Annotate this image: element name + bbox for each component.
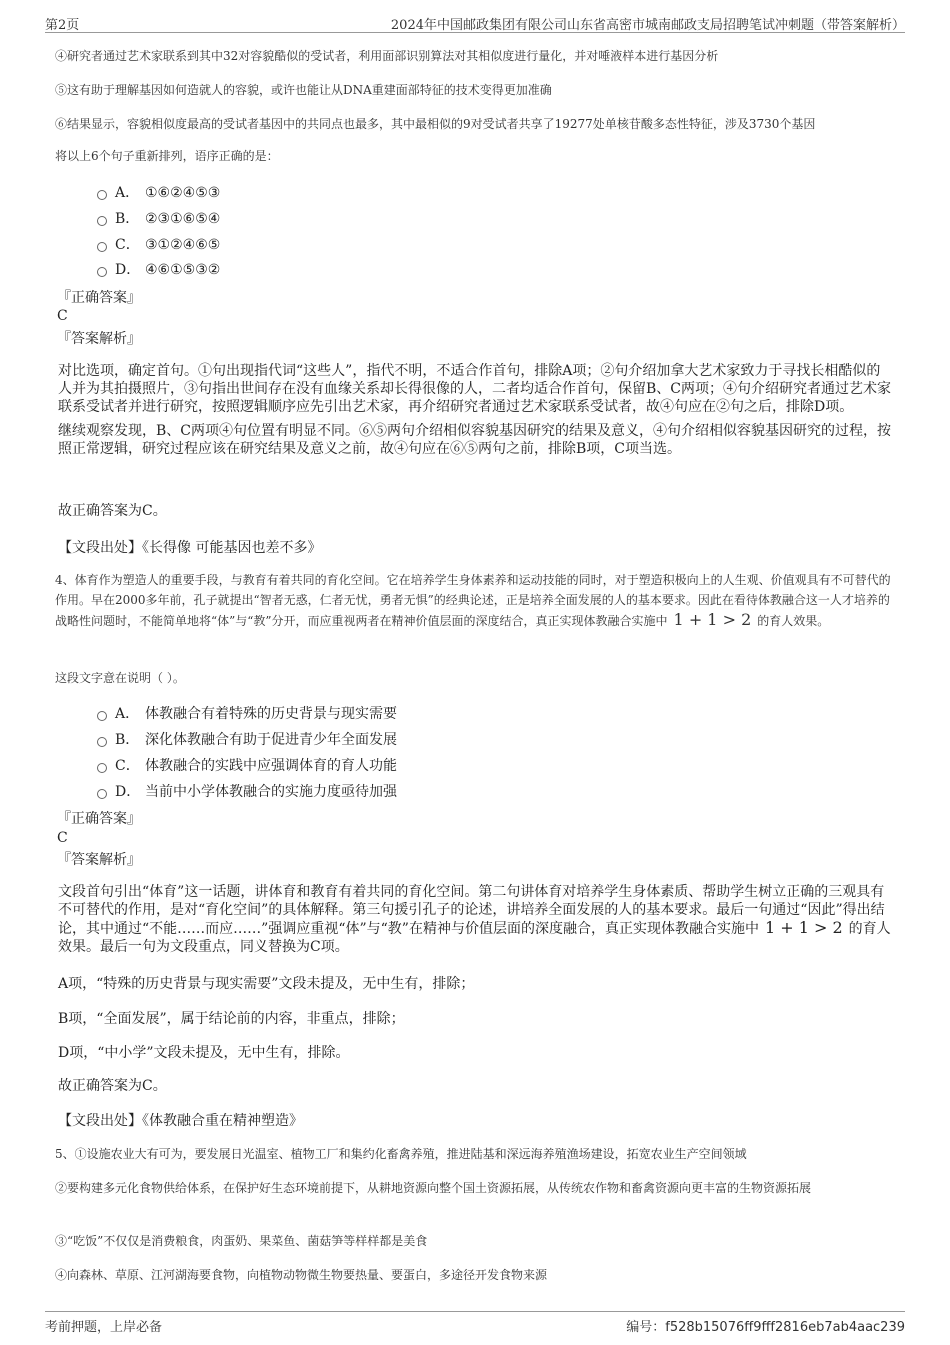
- q5-sentence-3: ③“吃饭”不仅仅是消费粮食，肉蛋奶、果菜鱼、菌菇笋等样样都是美食: [55, 1234, 428, 1248]
- q4-stem: 4、体育作为塑造人的重要手段，与教育有着共同的育化空间。它在培养学生身体素养和运动技能的同时，对于塑造积极向上的人生观、价值观具有不可替代的作用。早在2000多年前，孔子就提出“智者无惑，仁者无忧，勇者无惧”的经典论述，正是培养全面发展的人的基本要求。因此在看待体教融合这一人才培养的战略性问题时，不能简单地将“体”与“教”分开，而应重视两者在精神价值层面的深度结合，真正实现体教融合实施中 1 + 1 > 2 的育人效果。: [55, 573, 891, 629]
- radio-icon[interactable]: [97, 737, 107, 747]
- q3-conclusion: 故正确答案为C。: [58, 503, 167, 519]
- q4-option-a[interactable]: A． 体教融合有着特殊的历史背景与现实需要: [97, 704, 397, 724]
- q3-option-b[interactable]: B． ②③①⑥⑤④: [97, 209, 220, 229]
- q4-answer: C: [57, 830, 68, 846]
- q3-source: 【文段出处】《长得像 可能基因也差不多》: [58, 540, 322, 556]
- q3-sentence-5: ⑤这有助于理解基因如何造就人的容貌，或许也能让从DNA重建面部特征的技术变得更加准确: [55, 83, 552, 97]
- q5-sentence-4: ④向森林、草原、江河湖海要食物，向植物动物微生物要热量、要蛋白，多途径开发食物来源: [55, 1268, 548, 1282]
- q4-option-b[interactable]: B． 深化体教融合有助于促进青少年全面发展: [97, 730, 397, 750]
- q4-analysis-math: 1 + 1 > 2: [764, 918, 843, 937]
- q4-analysis-label: 『答案解析』: [57, 852, 141, 868]
- q4-analysis-d: D项，“中小学”文段未提及，无中生有，排除。: [58, 1045, 350, 1061]
- q4-option-d[interactable]: D． 当前中小学体教融合的实施力度亟待加强: [97, 782, 397, 802]
- q4-option-c[interactable]: C． 体教融合的实践中应强调体育的育人功能: [97, 756, 397, 776]
- q4-source: 【文段出处】《体教融合重在精神塑造》: [58, 1113, 303, 1129]
- radio-icon[interactable]: [97, 242, 107, 252]
- q3-option-a[interactable]: A． ①⑥②④⑤③: [97, 183, 220, 203]
- footer-slogan: 考前押题，上岸必备: [45, 1320, 163, 1335]
- radio-icon[interactable]: [97, 789, 107, 799]
- q3-analysis-label: 『答案解析』: [57, 331, 141, 347]
- q4-analysis-p1: 文段首句引出“体育”这一话题，讲体育和教育有着共同的育化空间。第二句讲体育对培养学生身体素质、帮助学生树立正确的三观具有不可替代的作用，是对“育化空间”的具体解释。第三句援引孔子的论述，讲培养全面发展的人的基本要求。最后一句通过“因此”得出结论，其中通过“不能……而应……”强调应重视“体”与“教”在精神与价值层面的深度融合，真正实现体教融合实施中 1 + 1 > 2 的育人效果。最后一句为文段重点，同义替换为C项。: [58, 884, 891, 955]
- q5-sentence-1: 5、①设施农业大有可为，要发展日光温室、植物工厂和集约化畜禽养殖，推进陆基和深远海养殖渔场建设，拓宽农业生产空间领域: [55, 1147, 747, 1161]
- q3-option-c[interactable]: C． ③①②④⑥⑤: [97, 235, 220, 255]
- radio-icon[interactable]: [97, 190, 107, 200]
- document-title: 2024年中国邮政集团有限公司山东省高密市城南邮政支局招聘笔试冲刺题（带答案解析）: [390, 18, 905, 33]
- q3-analysis-p2: 继续观察发现，B、C两项④句位置有明显不同。⑥⑤两句介绍相似容貌基因研究的结果及意义，④句介绍相似容貌基因研究的过程，按照正常逻辑，研究过程应该在研究结果及意义之前，故④句应在⑥⑤两句之前，排除B项，C项当选。: [58, 423, 891, 457]
- q3-sentence-4: ④研究者通过艺术家联系到其中32对容貌酷似的受试者，利用面部识别算法对其相似度进行量化，并对唾液样本进行基因分析: [55, 49, 719, 63]
- page-header: [45, 10, 905, 33]
- q4-math: 1 + 1 > 2: [673, 610, 752, 629]
- radio-icon[interactable]: [97, 763, 107, 773]
- q4-analysis-a: A项，“特殊的历史背景与现实需要”文段未提及，无中生有，排除；: [58, 976, 475, 992]
- document-id: 编号：f528b15076ff9fff2816eb7ab4aac239: [626, 1320, 905, 1335]
- q3-option-d[interactable]: D． ④⑥①⑤③②: [97, 260, 220, 280]
- page-number: 第2页: [45, 18, 80, 33]
- q3-analysis-p1: 对比选项，确定首句。①句出现指代词“这些人”，指代不明，不适合作首句，排除A项；②句介绍加拿大艺术家致力于寻找长相酷似的人并为其拍摄照片，③句指出世间存在没有血缘关系却长得很像的人，二者均适合作首句，保留B、C两项；④句介绍研究者通过艺术家联系受试者并进行研究，按照逻辑顺序应先引出艺术家，再介绍研究者通过艺术家联系受试者，故④句应在②句之后，排除D项。: [58, 363, 891, 415]
- page-footer: [45, 1311, 905, 1334]
- q4-conclusion: 故正确答案为C。: [58, 1078, 167, 1094]
- q4-prompt: 这段文字意在说明（ ）。: [55, 671, 185, 685]
- radio-icon[interactable]: [97, 711, 107, 721]
- q3-answer-label: 『正确答案』: [57, 290, 141, 306]
- q3-sentence-6: ⑥结果显示，容貌相似度最高的受试者基因中的共同点也最多，其中最相似的9对受试者共享了19277处单核苷酸多态性特征，涉及3730个基因: [55, 117, 816, 131]
- q5-sentence-2: ②要构建多元化食物供给体系，在保护好生态环境前提下，从耕地资源向整个国土资源拓展，从传统农作物和畜禽资源向更丰富的生物资源拓展: [55, 1181, 812, 1195]
- q4-analysis-b: B项，“全面发展”，属于结论前的内容，非重点，排除；: [58, 1011, 405, 1027]
- q3-answer: C: [57, 308, 68, 324]
- q4-answer-label: 『正确答案』: [57, 811, 141, 827]
- radio-icon[interactable]: [97, 216, 107, 226]
- radio-icon[interactable]: [97, 267, 107, 277]
- q3-prompt: 将以上6个句子重新排列，语序正确的是：: [55, 149, 279, 163]
